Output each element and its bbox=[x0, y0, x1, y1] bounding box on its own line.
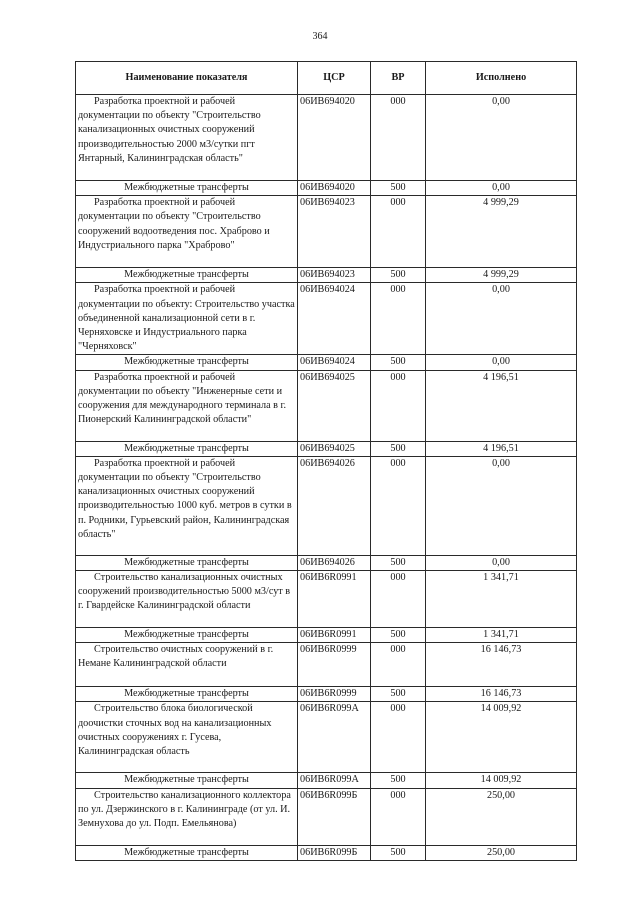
row-name: Межбюджетные трансферты bbox=[76, 268, 298, 283]
row-vr: 500 bbox=[371, 355, 426, 370]
row-vr: 500 bbox=[371, 441, 426, 456]
row-name: Разработка проектной и рабочей документации по объекту "Инженерные сети и сооружения для международного терминала в г. Пионерский Калининградской области" bbox=[76, 370, 298, 441]
row-csr: 06ИВ6R0999 bbox=[298, 687, 371, 702]
row-vr: 500 bbox=[371, 268, 426, 283]
header-executed: Исполнено bbox=[426, 62, 577, 95]
row-vr: 500 bbox=[371, 181, 426, 196]
row-vr: 500 bbox=[371, 773, 426, 788]
row-csr: 06ИВ694020 bbox=[298, 95, 371, 181]
row-name: Строительство канализационного коллектора по ул. Дзержинского в г. Калининграде (от ул. И. Земнухова до ул. Подп. Емельянова) bbox=[76, 788, 298, 845]
row-csr: 06ИВ694025 bbox=[298, 441, 371, 456]
row-name: Межбюджетные трансферты bbox=[76, 441, 298, 456]
table-row bbox=[76, 773, 577, 788]
row-csr: 06ИВ694024 bbox=[298, 283, 371, 355]
row-vr: 000 bbox=[371, 370, 426, 441]
page-number: 364 bbox=[312, 31, 328, 42]
table-row bbox=[76, 196, 577, 268]
table-row bbox=[76, 355, 577, 370]
row-executed: 16 146,73 bbox=[426, 687, 577, 702]
row-csr: 06ИВ694023 bbox=[298, 268, 371, 283]
header-csr: ЦСР bbox=[298, 62, 371, 95]
row-name: Межбюджетные трансферты bbox=[76, 628, 298, 643]
row-name: Межбюджетные трансферты bbox=[76, 181, 298, 196]
row-vr: 000 bbox=[371, 702, 426, 773]
row-csr: 06ИВ6R0991 bbox=[298, 571, 371, 628]
table-row bbox=[76, 555, 577, 570]
row-executed: 16 146,73 bbox=[426, 643, 577, 687]
row-executed: 250,00 bbox=[426, 845, 577, 860]
row-csr: 06ИВ6R099Б bbox=[298, 788, 371, 845]
row-name: Строительство блока биологической доочистки сточных вод на канализационных очистных сооружениях г. Гусева, Калининградская область bbox=[76, 702, 298, 773]
row-executed: 0,00 bbox=[426, 95, 577, 181]
table-row bbox=[76, 370, 577, 441]
row-name: Разработка проектной и рабочей документации по объекту "Строительство сооружений водоотведения пос. Храброво и Индустриального парка "Храброво" bbox=[76, 196, 298, 268]
row-vr: 000 bbox=[371, 571, 426, 628]
row-name: Разработка проектной и рабочей документации по объекту: Строительство участка объединенной канализационной сети в г. Черняховске и Индустриального парка "Черняховск" bbox=[76, 283, 298, 355]
table-header-row bbox=[76, 62, 577, 95]
row-executed: 0,00 bbox=[426, 555, 577, 570]
row-executed: 0,00 bbox=[426, 283, 577, 355]
row-name: Разработка проектной и рабочей документации по объекту "Строительство канализационных очистных сооружений производительностью 1000 куб. метров в сутки в п. Родники, Гурьевский район, Калининградская область" bbox=[76, 456, 298, 555]
row-executed: 0,00 bbox=[426, 456, 577, 555]
table-row bbox=[76, 788, 577, 845]
table-row bbox=[76, 441, 577, 456]
row-executed: 4 999,29 bbox=[426, 268, 577, 283]
row-vr: 500 bbox=[371, 628, 426, 643]
row-executed: 0,00 bbox=[426, 181, 577, 196]
table-row bbox=[76, 95, 577, 181]
row-executed: 14 009,92 bbox=[426, 773, 577, 788]
table-row bbox=[76, 845, 577, 860]
row-vr: 500 bbox=[371, 687, 426, 702]
table-row bbox=[76, 456, 577, 555]
row-executed: 1 341,71 bbox=[426, 571, 577, 628]
table-row bbox=[76, 181, 577, 196]
row-executed: 0,00 bbox=[426, 355, 577, 370]
header-name: Наименование показателя bbox=[76, 62, 298, 95]
row-vr: 000 bbox=[371, 95, 426, 181]
row-executed: 4 196,51 bbox=[426, 441, 577, 456]
row-vr: 500 bbox=[371, 555, 426, 570]
row-name: Межбюджетные трансферты bbox=[76, 845, 298, 860]
row-csr: 06ИВ694024 bbox=[298, 355, 371, 370]
row-vr: 000 bbox=[371, 283, 426, 355]
row-csr: 06ИВ6R099Б bbox=[298, 845, 371, 860]
row-name: Строительство канализационных очистных сооружений производительностью 5000 м3/сут в г. Гвардейске Калининградской области bbox=[76, 571, 298, 628]
row-executed: 250,00 bbox=[426, 788, 577, 845]
row-vr: 000 bbox=[371, 456, 426, 555]
row-csr: 06ИВ694026 bbox=[298, 555, 371, 570]
row-csr: 06ИВ694020 bbox=[298, 181, 371, 196]
table-row bbox=[76, 687, 577, 702]
table-row bbox=[76, 283, 577, 355]
row-vr: 000 bbox=[371, 643, 426, 687]
row-csr: 06ИВ6R0999 bbox=[298, 643, 371, 687]
row-csr: 06ИВ694023 bbox=[298, 196, 371, 268]
row-executed: 4 196,51 bbox=[426, 370, 577, 441]
row-csr: 06ИВ694026 bbox=[298, 456, 371, 555]
row-executed: 1 341,71 bbox=[426, 628, 577, 643]
row-csr: 06ИВ694025 bbox=[298, 370, 371, 441]
row-vr: 000 bbox=[371, 196, 426, 268]
table-row bbox=[76, 268, 577, 283]
row-csr: 06ИВ6R0991 bbox=[298, 628, 371, 643]
row-vr: 000 bbox=[371, 788, 426, 845]
row-name: Межбюджетные трансферты bbox=[76, 355, 298, 370]
table-row bbox=[76, 643, 577, 687]
row-vr: 500 bbox=[371, 845, 426, 860]
row-executed: 4 999,29 bbox=[426, 196, 577, 268]
row-name: Межбюджетные трансферты bbox=[76, 773, 298, 788]
row-csr: 06ИВ6R099А bbox=[298, 773, 371, 788]
budget-table bbox=[75, 61, 577, 861]
header-vr: ВР bbox=[371, 62, 426, 95]
table-row bbox=[76, 571, 577, 628]
row-name: Разработка проектной и рабочей документации по объекту "Строительство канализационных очистных сооружений производительностью 2000 м3/сутки пгт Янтарный, Калининградская область" bbox=[76, 95, 298, 181]
row-executed: 14 009,92 bbox=[426, 702, 577, 773]
table-row bbox=[76, 702, 577, 773]
table-row bbox=[76, 628, 577, 643]
row-name: Строительство очистных сооружений в г. Немане Калининградской области bbox=[76, 643, 298, 687]
row-name: Межбюджетные трансферты bbox=[76, 687, 298, 702]
row-csr: 06ИВ6R099А bbox=[298, 702, 371, 773]
row-name: Межбюджетные трансферты bbox=[76, 555, 298, 570]
